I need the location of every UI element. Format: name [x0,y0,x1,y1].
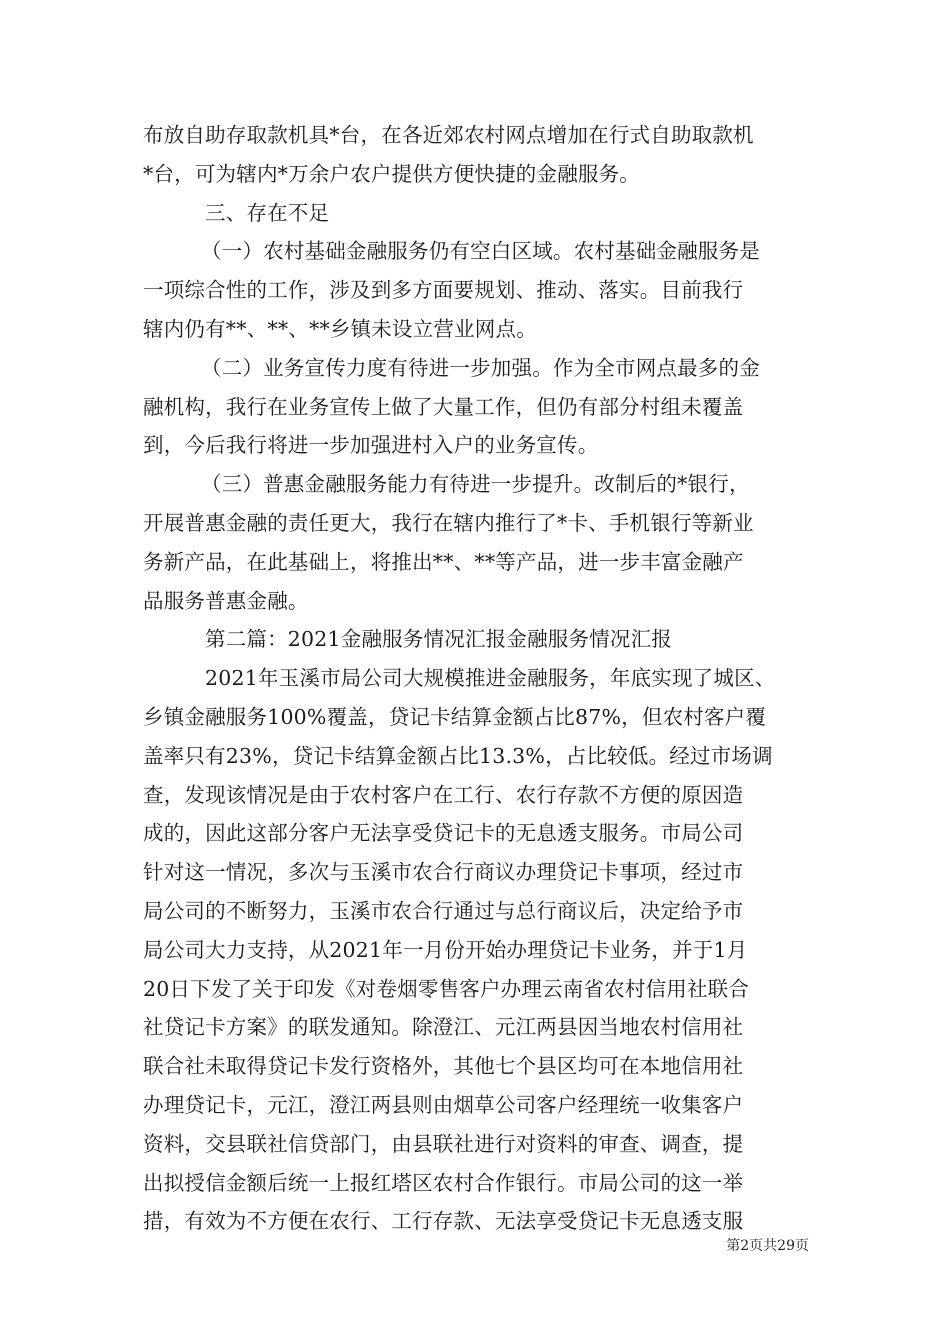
text-line-23: 20日下发了关于印发《对卷烟零售客户办理云南省农村信用社联合 [143,976,750,1001]
text-line-6: 辖内仍有**、**、**乡镇未设立营业网点。 [143,316,537,341]
text-line-9: 到，今后我行将进一步加强进村入户的业务宣传。 [143,433,599,458]
text-line-2: *台，可为辖内*万余户农户提供方便快捷的金融服务。 [143,161,640,186]
text-line-28: 出拟授信金额后统一上报红塔区农村合作银行。市局公司的这一举 [143,1170,744,1195]
text-line-10: （三）普惠金融服务能力有待进一步提升。改制后的*银行， [201,472,750,497]
page-number-footer: 第2页共29页 [726,1238,809,1254]
text-line-29: 措，有效为不方便在农行、工行存款、无法享受贷记卡无息透支服 [143,1209,744,1234]
text-line-27: 资料，交县联社信贷部门，由县联社进行对资料的审查、调查，提 [143,1131,744,1156]
text-line-5: 一项综合性的工作，涉及到多方面要规划、推动、落实。目前我行 [143,278,744,303]
text-line-7: （二）业务宣传力度有待进一步加强。作为全市网点最多的金 [201,355,760,380]
text-line-21: 局公司的不断努力，玉溪市农合行通过与总行商议后，决定给予市 [143,898,744,923]
text-line-13: 品服务普惠金融。 [143,588,309,613]
text-line-17: 盖率只有23%，贷记卡结算金额占比13.3%，占比较低。经过市场调 [143,743,773,768]
section-heading-deficiencies: 三、存在不足 [205,200,330,225]
text-line-18: 查，发现该情况是由于农村客户在工行、农行存款不方便的原因造 [143,782,744,807]
text-line-11: 开展普惠金融的责任更大，我行在辖内推行了*卡、手机银行等新业 [143,510,754,535]
text-line-22: 局公司大力支持，从2021年一月份开始办理贷记卡业务，并于1月 [143,937,748,962]
text-line-4: （一）农村基础金融服务仍有空白区域。农村基础金融服务是 [201,239,760,264]
text-line-26: 办理贷记卡，元江，澄江两县则由烟草公司客户经理统一收集客户 [143,1092,744,1117]
text-line-15: 2021年玉溪市局公司大规模推进金融服务，年底实现了城区、 [205,666,776,691]
text-line-25: 联合社未取得贷记卡发行资格外，其他七个县区均可在本地信用社 [143,1054,744,1079]
text-line-24: 社贷记卡方案》的联发通知。除澄江、元江两县因当地农村信用社 [143,1015,744,1040]
text-line-16: 乡镇金融服务100%覆盖，贷记卡结算金额占比87%，但农村客户覆 [143,704,767,729]
chapter-heading-second: 第二篇：2021金融服务情况汇报金融服务情况汇报 [205,627,672,652]
body-text [143,116,811,1241]
text-line-12: 务新产品，在此基础上，将推出**、**等产品，进一步丰富金融产 [143,549,744,574]
text-line-20: 针对这一情况，多次与玉溪市农合行商议办理贷记卡事项，经过市 [143,860,744,885]
text-line-1: 布放自助存取款机具*台，在各近郊农村网点增加在行式自助取款机 [143,123,754,147]
text-line-19: 成的，因此这部分客户无法享受贷记卡的无息透支服务。市局公司 [143,821,744,846]
text-line-8: 融机构，我行在业务宣传上做了大量工作，但仍有部分村组未覆盖 [143,394,744,419]
